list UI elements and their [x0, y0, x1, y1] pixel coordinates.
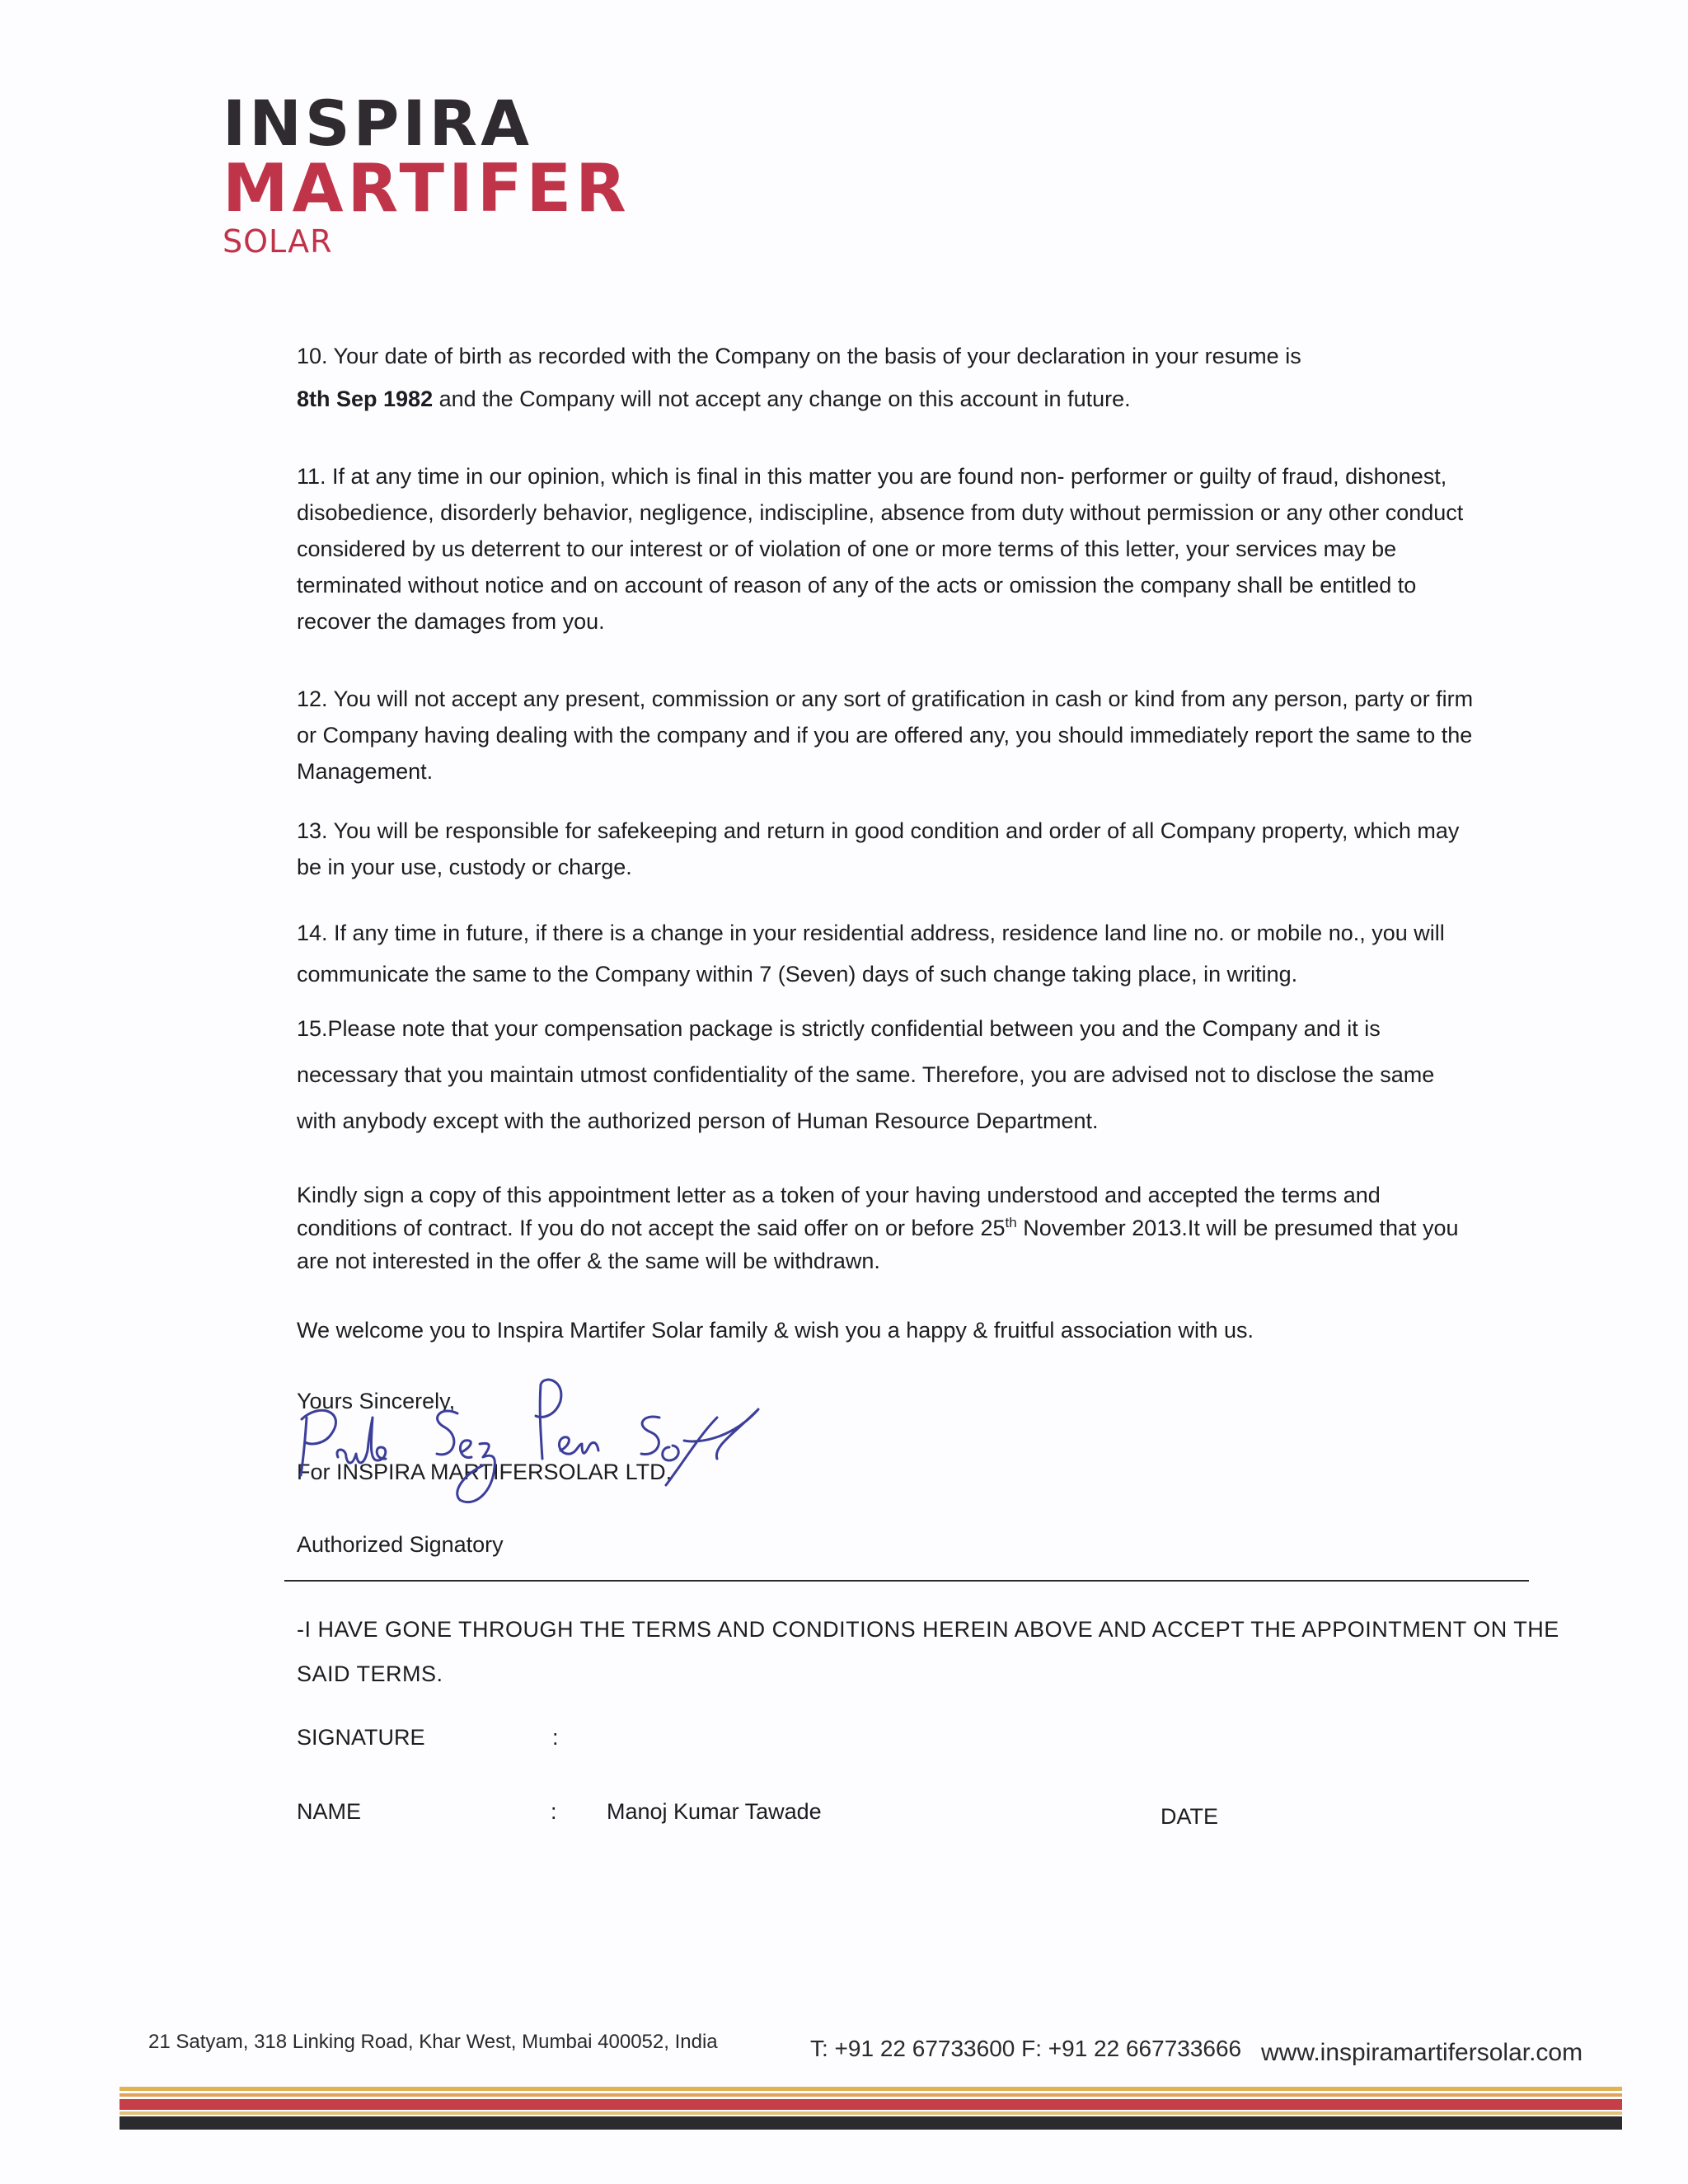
logo-martifer: MARTIFER: [223, 150, 631, 227]
footer-stripe-gold: [120, 2087, 1622, 2091]
name-colon: :: [551, 1799, 557, 1824]
clause-15-line1: 15.Please note that your compensation package is strictly confidential between you and the Company and it is: [297, 1016, 1381, 1041]
kindly-line2-a: conditions of contract. If you do not accept the said offer on or before 25: [297, 1216, 1006, 1240]
clause-15-line2: necessary that you maintain utmost confidentiality of the same. Therefore, you are advised not to disclose the same: [297, 1062, 1435, 1087]
acceptance-statement: [297, 1607, 1578, 1696]
kindly-line2-sup: th: [1005, 1215, 1017, 1230]
acceptance-line2: SAID TERMS.: [297, 1661, 443, 1686]
authorized-signatory: Authorized Signatory: [297, 1532, 504, 1557]
clause-12-line3: Management.: [297, 759, 434, 784]
clause-11-line4: terminated without notice and on account of reason of any of the acts or omission the company shall be entitled to: [297, 573, 1417, 598]
clause-11-line2: disobedience, disorderly behavior, negligence, indiscipline, absence from duty without permission or any other conduct: [297, 500, 1464, 525]
divider-line: [284, 1580, 1529, 1582]
name-label: NAME: [297, 1799, 362, 1824]
clause-14-line2: communicate the same to the Company within 7 (Seven) days of such change taking place, in writing.: [297, 962, 1298, 987]
signature-colon: :: [552, 1725, 559, 1750]
kindly-line2-b: November 2013.It will be presumed that you: [1016, 1216, 1459, 1240]
clause-13-line1: 13. You will be responsible for safekeeping and return in good condition and order of all Company property, which may: [297, 818, 1460, 843]
clause-12-line1: 12. You will not accept any present, commission or any sort of gratification in cash or kind from any person, party or firm: [297, 687, 1474, 711]
clause-10-line1: 10. Your date of birth as recorded with the Company on the basis of your declaration in your resume is: [297, 344, 1301, 368]
clause-12: [297, 681, 1578, 790]
kindly-line1: Kindly sign a copy of this appointment letter as a token of your having understood and accepted the terms and: [297, 1183, 1381, 1207]
clause-11-line5: recover the damages from you.: [297, 609, 605, 634]
clause-13-line2: be in your use, custody or charge.: [297, 855, 632, 879]
date-of-birth: 8th Sep 1982: [297, 387, 434, 411]
signature-label: SIGNATURE: [297, 1725, 425, 1750]
logo-solar: SOLAR: [223, 223, 333, 260]
clause-13: [297, 813, 1578, 885]
clause-12-line2: or Company having dealing with the company and if you are offered any, you should immediately report the same to the: [297, 723, 1473, 748]
kindly-line3: are not interested in the offer & the same will be withdrawn.: [297, 1249, 880, 1273]
signature-row: [297, 1719, 1578, 1755]
footer-stripe-red: [120, 2099, 1622, 2110]
acceptance-line1: -I HAVE GONE THROUGH THE TERMS AND CONDITIONS HEREIN ABOVE AND ACCEPT THE APPOINTMENT ON THE: [297, 1617, 1559, 1642]
clause-11-line1: 11. If at any time in our opinion, which is final in this matter you are found non- performer or guilty of fraud, dishonest,: [297, 464, 1447, 489]
name-value: Manoj Kumar Tawade: [607, 1799, 822, 1824]
company-logo: [223, 87, 631, 260]
clause-10-line2: [297, 381, 1578, 417]
footer-contacts: T: +91 22 67733600 F: +91 22 667733666: [810, 2036, 1242, 2061]
clause-14-line1: 14. If any time in future, if there is a change in your residential address, residence land line no. or mobile no., you will: [297, 921, 1445, 945]
clause-11-line3: considered by us deterrent to our interest or of violation of one or more terms of this letter, your services may be: [297, 537, 1397, 561]
footer-address: 21 Satyam, 318 Linking Road, Khar West, Mumbai 400052, India: [148, 2031, 718, 2053]
footer-website: www.inspiramartifersolar.com: [1261, 2039, 1583, 2066]
for-company: For INSPIRA MARTIFERSOLAR LTD.: [297, 1460, 673, 1484]
clause-14: [297, 915, 1578, 992]
welcome-text: We welcome you to Inspira Martifer Solar family & wish you a happy & fruitful association with us.: [297, 1318, 1254, 1343]
footer-stripe-orange: [120, 2093, 1622, 2097]
handwritten-signature: [288, 1368, 799, 1525]
clause-11: [297, 458, 1578, 640]
logo-inspira: INSPIRA: [223, 87, 532, 160]
kindly-line2: [297, 1212, 1578, 1244]
name-row: [297, 1793, 1578, 1830]
clause-10: [297, 338, 1578, 417]
acceptance-instruction: [297, 1179, 1578, 1277]
footer-stripe-cream: [120, 2111, 1622, 2115]
yours-sincerely: Yours Sincerely,: [297, 1389, 456, 1413]
date-label: DATE: [1160, 1804, 1219, 1829]
clause-15-line3: with anybody except with the authorized person of Human Resource Department.: [297, 1108, 1099, 1133]
footer-stripe-dark: [120, 2116, 1622, 2130]
clause-15: [297, 1005, 1578, 1144]
clause-10-line2-text: and the Company will not accept any change on this account in future.: [433, 387, 1131, 411]
